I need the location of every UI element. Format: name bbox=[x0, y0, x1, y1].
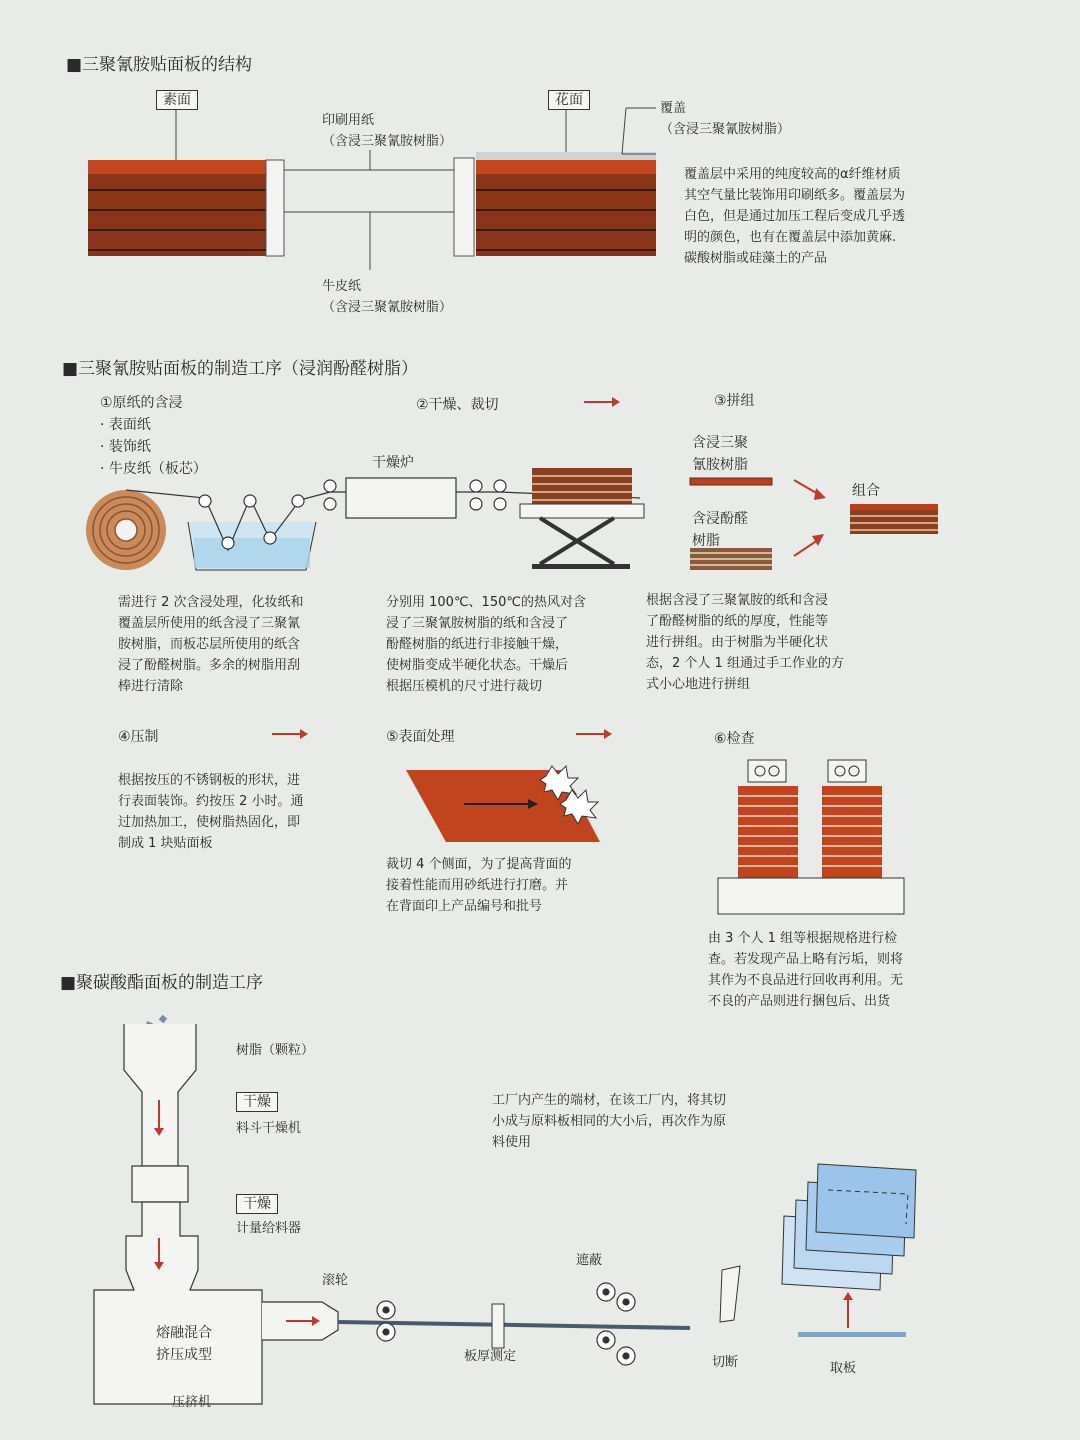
step1-desc: 需进行 2 次含浸处理，化妆纸和 覆盖层所使用的纸含浸了三聚氰 胺树脂，而板芯层所使用的纸含 浸了酚醛树脂。多余的树脂用刮 棒进行清除 bbox=[118, 595, 304, 694]
roller-label: 滚轮 bbox=[322, 1273, 349, 1288]
drying-oven bbox=[346, 478, 456, 518]
kraft-paper-label: 牛皮纸 （含浸三聚氰胺树脂） bbox=[322, 279, 453, 315]
step6-desc: 由 3 个人 1 组等根据规格进行检 查。若发现产品上略有污垢，则将 其作为不良品进行回收再利用。无 不良的产品则进行捆包后、出货 bbox=[708, 931, 904, 1009]
pattern-board bbox=[454, 152, 656, 256]
arrow-step2-step3 bbox=[584, 397, 620, 407]
feeder-label: 计量给料器 bbox=[236, 1221, 302, 1236]
step5-title: ⑤表面处理 bbox=[386, 729, 455, 745]
melamine-label: 含浸三聚 氰胺树脂 bbox=[692, 435, 748, 473]
shield-label: 遮蔽 bbox=[576, 1253, 603, 1268]
pattern-label: 花面 bbox=[548, 90, 590, 110]
scrap-note: 工厂内产生的端材，在该工厂内，将其切 小成与原料板相同的大小后，再次作为原 料使用 bbox=[492, 1093, 727, 1150]
oven-label: 干燥炉 bbox=[372, 455, 414, 471]
step5-desc: 裁切 4 个侧面，为了提高背面的 接着性能而用砂纸进行打磨。并 在背面印上产品编号和批号 bbox=[386, 857, 572, 914]
cut-label: 切断 bbox=[712, 1355, 739, 1370]
thickness-label: 板厚测定 bbox=[464, 1349, 517, 1364]
hopper-extruder bbox=[94, 1024, 338, 1404]
combined-board bbox=[850, 504, 938, 534]
laminate-structure-diagram bbox=[0, 0, 1080, 340]
step6-title: ⑥检查 bbox=[714, 731, 755, 747]
step3-title: ③拼组 bbox=[714, 393, 755, 409]
step2-desc: 分别用 100℃、150℃的热风对含 浸了三聚氰胺树脂的纸和含浸了 酚醛树脂的纸进行非接触干燥， 使树脂变成半硬化状态。干燥后 根据压模机的尺寸进行裁切 bbox=[386, 595, 586, 694]
impregnation-line-diagram bbox=[0, 380, 1080, 590]
thickness-gauge bbox=[492, 1304, 504, 1348]
melamine-sheet bbox=[690, 478, 772, 485]
step3-desc: 根据含浸了三聚氰胺的纸和含浸 了酚醛树脂的纸的厚度，性能等 进行拼组。由于树脂为半硬化状 态，2 个人 1 组通过手工作业的方 式小心地进行拼组 bbox=[646, 593, 844, 692]
section1-title: ■三聚氰胺贴面板的结构 bbox=[66, 55, 253, 75]
paper-roll bbox=[86, 490, 166, 570]
overlay-label: 覆盖 （含浸三聚氰胺树脂） bbox=[660, 101, 791, 137]
dry-tag-feeder: 干燥 bbox=[236, 1194, 278, 1214]
plain-board bbox=[88, 160, 284, 256]
dry-tag-hopper: 干燥 bbox=[236, 1092, 278, 1112]
surface-board bbox=[406, 766, 600, 842]
combine-arrows bbox=[794, 480, 826, 556]
overlay-note: 覆盖层中采用的纯度较高的α纤维材质 其空气量比装饰用印刷纸多。覆盖层为 白色，但是通过加压工程后变成几乎透 明的颜色，也有在覆盖层中添加黄麻. 碳酸树脂或硅藻土的产品 bbox=[684, 167, 906, 266]
take-label: 取板 bbox=[830, 1361, 857, 1376]
extruder-label: 压挤机 bbox=[172, 1395, 212, 1410]
section2-title: ■三聚氰胺贴面板的制造工序（浸润酚醛树脂） bbox=[62, 359, 419, 379]
combined-label: 组合 bbox=[852, 483, 880, 499]
step4-desc: 根据按压的不锈钢板的形状，进 行表面装饰。约按压 2 小时。通 过加热加工，使树脂热固化，即 制成 1 块贴面板 bbox=[118, 773, 304, 851]
resin-label: 树脂（颗粒） bbox=[236, 1043, 315, 1058]
cut-stack bbox=[520, 468, 644, 569]
step1-items: · 表面纸 · 装饰纸 · 牛皮纸（板芯） bbox=[100, 417, 207, 477]
printing-paper-label: 印刷用纸 （含浸三聚氰胺树脂） bbox=[322, 113, 453, 149]
phenolic-label: 含浸酚醛 树脂 bbox=[692, 511, 748, 549]
step4-title: ④压制 bbox=[118, 729, 159, 745]
arrow-step4-step5 bbox=[272, 729, 308, 739]
section3-title: ■聚碳酸酯面板的制造工序 bbox=[60, 973, 264, 993]
resin-bath bbox=[188, 522, 316, 570]
arrow-step5-step6 bbox=[576, 729, 612, 739]
cutter-blade bbox=[720, 1266, 740, 1322]
extrusion-label: 熔融混合 挤压成型 bbox=[156, 1325, 212, 1363]
plain-label: 素面 bbox=[156, 90, 198, 110]
inspection-stations bbox=[718, 760, 904, 914]
hopper-dryer-label: 料斗干燥机 bbox=[236, 1121, 302, 1136]
step1-title: ①原纸的含浸 bbox=[100, 395, 183, 411]
stacked-sheets bbox=[782, 1164, 916, 1290]
take-plate bbox=[798, 1332, 906, 1337]
step2-title: ②干燥、裁切 bbox=[416, 397, 499, 413]
